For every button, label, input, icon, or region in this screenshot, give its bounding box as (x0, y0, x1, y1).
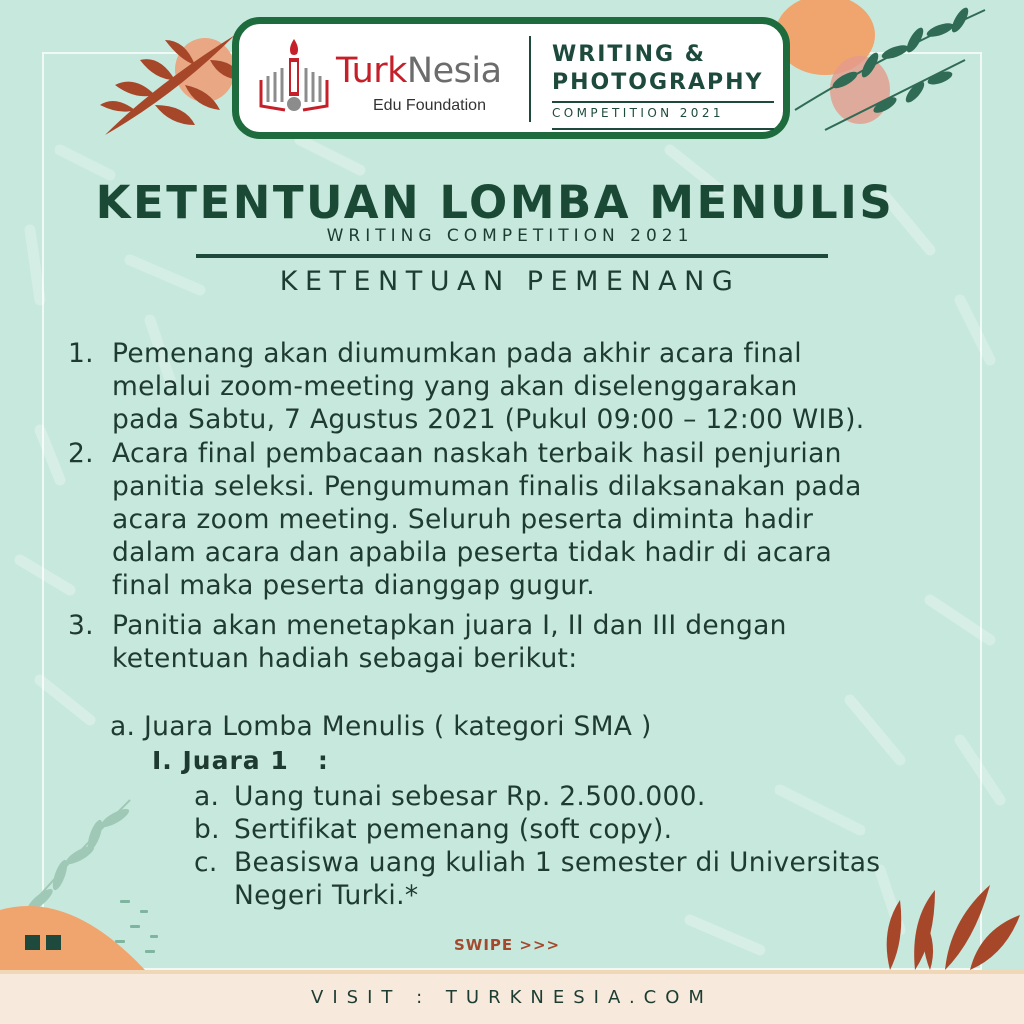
logo-nesia: Nesia (406, 51, 502, 91)
list-line: Pemenang akan diumumkan pada akhir acara final (112, 338, 802, 369)
page-title: KETENTUAN LOMBA MENULIS (95, 176, 895, 229)
swipe-hint: SWIPE >>> (454, 936, 561, 954)
prize-marker: a. (194, 781, 220, 812)
list-number: 2. (68, 438, 94, 469)
logo-subtitle: Edu Foundation (373, 97, 486, 114)
header-card (232, 17, 790, 139)
logo-turk: Turk (336, 51, 407, 91)
prize-text: Negeri Turki.* (234, 880, 419, 911)
footer-bar (0, 970, 1024, 1024)
footer-website: VISIT : TURKNESIA.COM (311, 987, 713, 1008)
list-number: 1. (68, 338, 94, 369)
leaf-decoration-bottom-right (870, 860, 1024, 975)
logo-wordmark (336, 51, 502, 91)
list-line: ketentuan hadiah sebagai berikut: (112, 643, 578, 674)
competition-underline (552, 128, 774, 130)
list-line: panitia seleksi. Pengumuman finalis dilaksanakan pada (112, 471, 862, 502)
list-number: 3. (68, 610, 94, 641)
header-divider (529, 36, 531, 122)
prize-marker: b. (194, 814, 220, 845)
category-label: a. Juara Lomba Menulis ( kategori SMA ) (110, 711, 652, 742)
list-line: final maka peserta dianggap gugur. (112, 570, 595, 601)
list-line: Panitia akan menetapkan juara I, II dan III dengan (112, 610, 787, 641)
section-title: KETENTUAN PEMENANG (279, 266, 741, 297)
competition-year: COMPETITION 2021 (552, 101, 774, 120)
torch-book-icon (257, 36, 332, 126)
list-line: dalam acara dan apabila peserta tidak hadir di acara (112, 537, 832, 568)
title-divider (196, 254, 828, 258)
list-line: pada Sabtu, 7 Agustus 2021 (Pukul 09:00 – 12:00 WIB). (112, 404, 865, 435)
competition-title-line2: PHOTOGRAPHY (552, 70, 764, 95)
winner-rank-label: I. Juara 1 : (152, 746, 329, 775)
prize-text: Sertifikat pemenang (soft copy). (234, 814, 673, 845)
list-line: Acara final pembacaan naskah terbaik hasil penjurian (112, 438, 842, 469)
list-line: acara zoom meeting. Seluruh peserta diminta hadir (112, 504, 814, 535)
list-line: melalui zoom-meeting yang akan diselenggarakan (112, 371, 798, 402)
pause-icon (25, 935, 65, 955)
leaf-decoration-top-left (95, 15, 245, 155)
prize-text: Uang tunai sebesar Rp. 2.500.000. (234, 781, 706, 812)
prize-text: Beasiswa uang kuliah 1 semester di Universitas (234, 847, 881, 878)
prize-marker: c. (194, 847, 218, 878)
leaf-decoration-top-right (765, 0, 995, 150)
page-subtitle: WRITING COMPETITION 2021 (326, 226, 694, 246)
competition-title-line1: WRITING & (552, 42, 706, 67)
